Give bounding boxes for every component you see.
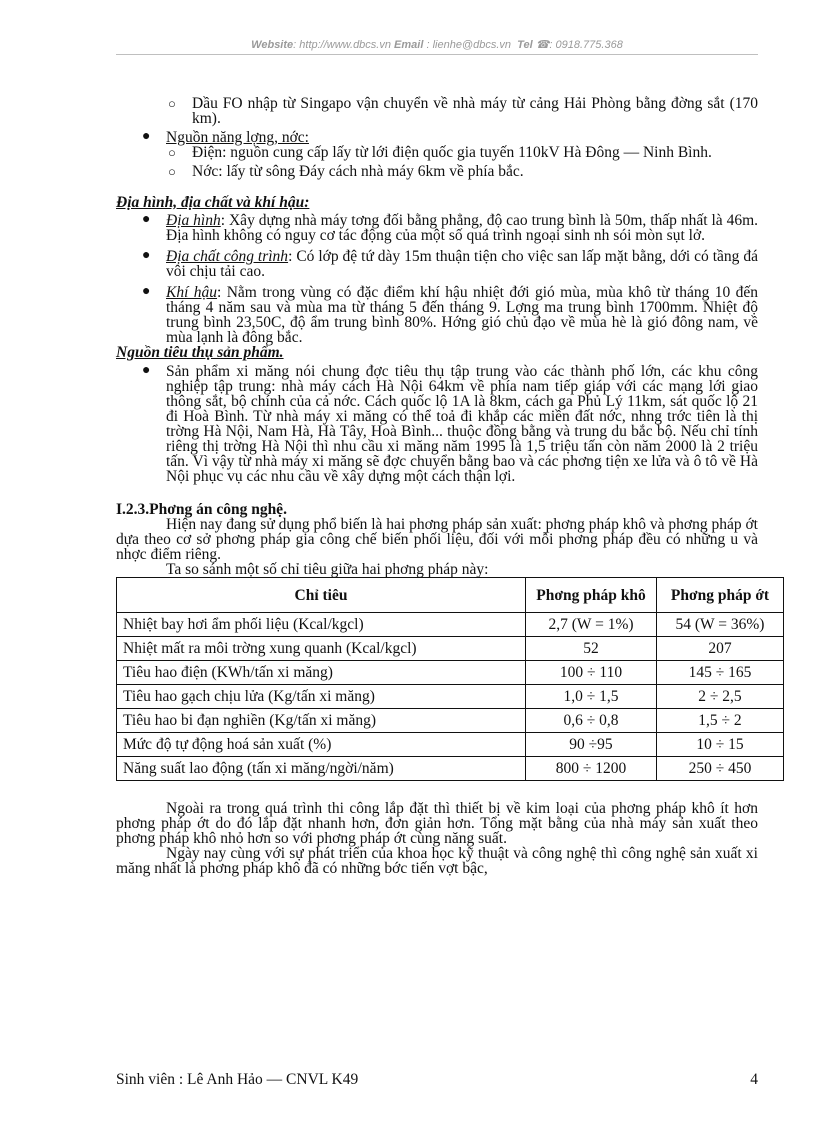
terrain-text: : Có lớp đệ tứ dày 15m thuận tiện cho việc san lấp mặt bằng, dới có tầng đá vôi chịu tải cao. — [166, 248, 758, 280]
table-cell: Nhiệt mất ra môi trờng xung quanh (Kcal/kgcl) — [117, 637, 526, 661]
table-cell: 2,7 (W = 1%) — [526, 613, 657, 637]
list-item-text: Dầu FO nhập từ Singapo vận chuyển về nhà máy từ cảng Hải Phòng bằng đờng sắt (170 km). — [192, 95, 758, 127]
terrain-heading: Địa hình, địa chất và khí hậu: — [116, 194, 310, 211]
table-cell: 1,5 ÷ 2 — [657, 709, 784, 733]
terrain-term: Địa hình — [166, 212, 221, 229]
page-header — [116, 38, 758, 55]
table-row — [117, 661, 784, 685]
terrain-item — [142, 284, 758, 346]
bullet-icon: ● — [142, 129, 151, 144]
table-cell: 207 — [657, 637, 784, 661]
consumption-text: Sản phẩm xi măng nói chung đợc tiêu thụ tập trung vào các thành phố lớn, các khu công nghiệp tập trung: nhà máy cách Hà Nội 64km về phía nam tiếp giáp với các mạng lới giao thông sắt, bộ chính của cả nớc. Cách quốc lộ 1A là 8km, cách ga Phủ Lý 11km, sát quốc lộ 21 đi Hoà Bình. Từ nhà máy xi măng có thể toả đi khắp các miền đất nớc, nhng trớc tiên là thị trờng Hà Nội, Nam Hà, Hà Tây, Hoà Bình... thuộc đồng bằng và trung du bắc bộ. Nếu chỉ tính riêng thị trờng Hà Nội thì nhu cầu xi măng năm 1995 là 1,5 triệu tấn còn năm 2000 là 2 triệu tấn. Vì vậy từ nhà máy xi măng sẽ đợc chuyển bằng bao và các phơng tiện xe lửa và ô tô về Hà Nội phục vụ các nhu cầu về xây dựng một cách thận lợi. — [166, 363, 758, 485]
email-address[interactable]: : lienhe@dbcs.vn — [423, 39, 512, 51]
circle-bullet-icon: ○ — [168, 164, 176, 179]
table-header-cell: Phơng pháp ớt — [657, 578, 784, 613]
footer-author: Sinh viên : Lê Anh Hảo — CNVL K49 — [116, 1071, 359, 1088]
list-item-text: Nớc: lấy từ sông Đáy cách nhà máy 6km về phía bắc. — [192, 163, 524, 180]
table-cell: Tiêu hao điện (KWh/tấn xi măng) — [117, 661, 526, 685]
table-cell: 52 — [526, 637, 657, 661]
website-url[interactable]: : http://www.dbcs.vn — [293, 39, 391, 51]
table-cell: Tiêu hao bi đạn nghiền (Kg/tấn xi măng) — [117, 709, 526, 733]
energy-heading: Nguồn năng lợng, nớc: — [166, 129, 309, 146]
email-label: Email — [394, 39, 424, 51]
table-row — [117, 709, 784, 733]
table-cell: 54 (W = 36%) — [657, 613, 784, 637]
table-cell: 145 ÷ 165 — [657, 661, 784, 685]
list-item — [168, 163, 758, 180]
consumption-heading: Nguồn tiêu thụ sản phẩm. — [116, 344, 284, 361]
body-paragraph: Ngày nay cùng với sự phát triển của khoa học kỹ thuật và công nghệ thì công nghệ sản xuất xi măng nhất là phơng pháp khô đã có những bớc tiến vợt bậc, — [116, 845, 758, 877]
table-cell: 2 ÷ 2,5 — [657, 685, 784, 709]
tel-number: : 0918.775.368 — [549, 39, 623, 51]
table-row — [117, 733, 784, 757]
page-content — [116, 95, 770, 877]
terrain-item — [142, 248, 758, 280]
list-item — [168, 95, 758, 127]
body-paragraph: Ngoài ra trong quá trình thi công lắp đặt thì thiết bị về kim loại của phơng pháp khô ít hơn phơng pháp ớt do đó lắp đặt nhanh hơn, đơn giản hơn. Tổng mặt bằng của nhà máy sản xuất theo phơng pháp khô nhỏ hơn so với phơng pháp ớt cùng năng suất. — [116, 800, 758, 847]
table-row — [117, 757, 784, 781]
table-cell: Tiêu hao gạch chịu lửa (Kg/tấn xi măng) — [117, 685, 526, 709]
table-intro: Ta so sánh một số chỉ tiêu giữa hai phơng pháp này: — [166, 561, 489, 578]
section-intro: Hiện nay đang sử dụng phổ biến là hai phơng pháp sản xuất: phơng pháp khô và phơng pháp ớt dựa theo cơ sở phơng pháp gia công chế biến phối liệu, đối với mỗi phơng pháp đều có những u và nhợc điểm riêng. — [116, 516, 758, 563]
table-header-row — [117, 578, 784, 613]
terrain-term: Khí hậu — [166, 284, 218, 301]
table-cell: 90 ÷95 — [526, 733, 657, 757]
tel-label: Tel — [517, 39, 533, 51]
table-cell: 10 ÷ 15 — [657, 733, 784, 757]
table-cell: 100 ÷ 110 — [526, 661, 657, 685]
table-row — [117, 637, 784, 661]
table-header-cell: Phơng pháp khô — [526, 578, 657, 613]
consumption-item — [142, 363, 758, 485]
website-label: Website — [251, 39, 294, 51]
energy-bullet — [142, 129, 758, 146]
circle-bullet-icon: ○ — [168, 145, 176, 160]
table-row — [117, 685, 784, 709]
table-cell: 0,6 ÷ 0,8 — [526, 709, 657, 733]
bullet-icon: ● — [142, 248, 151, 263]
table-cell: 250 ÷ 450 — [657, 757, 784, 781]
terrain-text: : Xây dựng nhà máy tơng đối bằng phẳng, độ cao trung bình là 50m, thấp nhất là 46m. Địa hình không có nguy cơ tác động của một số quá trình ngoại sinh nh sói mòn sụt lở. — [166, 212, 758, 244]
table-cell: Nhiệt bay hơi ẩm phối liệu (Kcal/kgcl) — [117, 613, 526, 637]
table-cell: Mức độ tự động hoá sản xuất (%) — [117, 733, 526, 757]
table-row — [117, 613, 784, 637]
terrain-item — [142, 212, 758, 244]
bullet-icon: ● — [142, 363, 151, 378]
table-cell: Năng suất lao động (tấn xi măng/ngời/năm) — [117, 757, 526, 781]
table-cell: 800 ÷ 1200 — [526, 757, 657, 781]
terrain-text: : Nằm trong vùng có đặc điểm khí hậu nhiệt đới gió mùa, mùa khô từ tháng 10 đến tháng 4 năm sau và mùa ma từ tháng 5 đến tháng 9. Lợng ma trung bình 1700mm. Nhiệt độ trung bình 23,50C, độ ẩm trung bình 80%. Hớng gió chủ đạo về mùa hè là gió đông nam, về mùa lạnh là đông bắc. — [166, 284, 758, 346]
page-number: 4 — [750, 1071, 758, 1088]
phone-icon: ☎ — [535, 39, 550, 51]
list-item — [168, 144, 758, 161]
bullet-icon: ● — [142, 212, 151, 227]
table-header-cell: Chỉ tiêu — [117, 578, 526, 613]
bullet-icon: ● — [142, 284, 151, 299]
section-title: I.2.3.Phơng án công nghệ. — [116, 501, 287, 518]
terrain-term: Địa chất công trình — [166, 248, 289, 265]
comparison-table — [116, 577, 784, 781]
page-footer — [116, 1071, 758, 1089]
table-cell: 1,0 ÷ 1,5 — [526, 685, 657, 709]
circle-bullet-icon: ○ — [168, 96, 176, 111]
list-item-text: Điện: nguồn cung cấp lấy từ lới điện quốc gia tuyến 110kV Hà Đông — Ninh Bình. — [192, 144, 712, 161]
